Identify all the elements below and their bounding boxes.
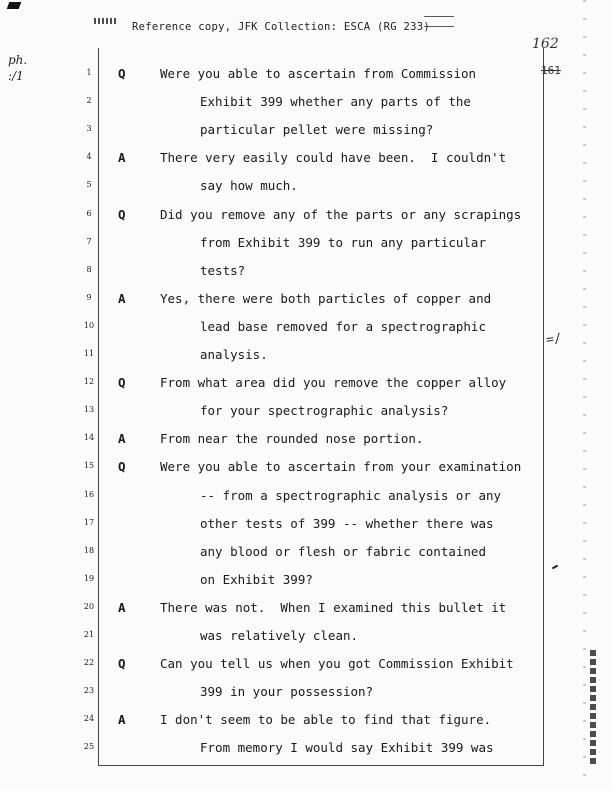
line-number: 15 xyxy=(83,461,95,471)
transcript-line xyxy=(0,235,612,261)
transcript-line xyxy=(0,403,612,429)
line-number: 4 xyxy=(86,152,92,162)
line-text: Yes, there were both particles of copper and xyxy=(160,290,492,306)
transcript-line xyxy=(0,291,612,317)
transcript-line xyxy=(0,488,612,514)
line-number: 20 xyxy=(83,601,95,611)
transcript-line xyxy=(0,122,612,148)
crossed-out-page-number: 161 xyxy=(541,64,561,77)
header-ink-mark xyxy=(94,18,116,24)
transcript-line xyxy=(0,150,612,176)
line-text: was relatively clean. xyxy=(200,628,359,643)
line-text: I don't seem to be able to find that figure. xyxy=(160,712,492,728)
transcript-line xyxy=(0,740,612,766)
transcript-line xyxy=(0,94,612,120)
line-text: tests? xyxy=(200,262,246,278)
line-text: for your spectrographic analysis? xyxy=(200,403,449,419)
transcript-line xyxy=(0,431,612,457)
margin-handwritten-note: ph. :/1 xyxy=(8,53,28,83)
line-number: 24 xyxy=(83,714,95,724)
transcript-line xyxy=(0,263,612,289)
transcript-line xyxy=(0,712,612,738)
line-text: analysis. xyxy=(200,347,268,362)
line-number: 17 xyxy=(83,517,95,527)
speaker-label: Q xyxy=(118,375,126,391)
transcript-line xyxy=(0,516,612,542)
line-text: say how much. xyxy=(200,178,298,194)
transcript-line xyxy=(0,66,612,92)
transcript-line xyxy=(0,572,612,598)
transcript-line xyxy=(0,628,612,654)
line-text: Can you tell us when you got Commission Exhibit xyxy=(160,656,514,672)
line-number: 9 xyxy=(86,292,92,302)
speaker-label: A xyxy=(118,431,126,447)
line-number: 22 xyxy=(83,658,95,668)
transcript-line xyxy=(0,375,612,401)
line-text: Exhibit 399 whether any parts of the xyxy=(200,94,471,110)
transcript-line xyxy=(0,544,612,570)
line-number: 13 xyxy=(83,405,95,415)
transcript-line xyxy=(0,319,612,345)
transcript-line xyxy=(0,459,612,485)
speaker-label: Q xyxy=(118,459,126,475)
line-text: Were you able to ascertain from your examination xyxy=(160,459,522,475)
speaker-label: Q xyxy=(118,66,126,81)
transcript-line xyxy=(0,178,612,204)
ink-blot xyxy=(7,2,22,9)
line-text: lead base removed for a spectrographic xyxy=(200,318,486,334)
transcript-line xyxy=(0,656,612,682)
line-text: on Exhibit 399? xyxy=(200,571,313,587)
line-number: 19 xyxy=(83,573,95,583)
line-text: There was not. When I examined this bullet it xyxy=(160,599,507,615)
line-number: 16 xyxy=(83,489,95,499)
line-number: 14 xyxy=(83,433,95,443)
speaker-label: A xyxy=(118,712,126,728)
speaker-label: A xyxy=(118,290,126,306)
line-text: From near the rounded nose portion. xyxy=(160,431,424,447)
line-number: 18 xyxy=(83,545,95,555)
speaker-label: A xyxy=(118,150,126,166)
line-text: particular pellet were missing? xyxy=(200,122,434,138)
line-number: 21 xyxy=(83,630,95,639)
line-number: 11 xyxy=(83,349,95,358)
transcript-line xyxy=(0,207,612,233)
line-number: 10 xyxy=(83,320,95,330)
line-text: other tests of 399 -- whether there was xyxy=(200,515,494,531)
line-text: -- from a spectrographic analysis or any xyxy=(200,487,502,503)
speaker-label: Q xyxy=(118,656,126,672)
line-number: 2 xyxy=(86,96,92,106)
line-number: 5 xyxy=(86,180,92,190)
transcript-line xyxy=(0,684,612,710)
line-number: 6 xyxy=(86,208,92,218)
line-number: 12 xyxy=(83,377,95,387)
header-strikeout-mark xyxy=(424,16,454,27)
line-number: 8 xyxy=(86,264,92,274)
line-text: 399 in your possession? xyxy=(200,684,374,700)
page-number: 162 xyxy=(532,36,559,52)
reference-header: Reference copy, JFK Collection: ESCA (RG 233) xyxy=(132,21,430,33)
transcript-line xyxy=(0,347,612,373)
line-text: Were you able to ascertain from Commission xyxy=(160,66,477,81)
line-number: 23 xyxy=(83,686,95,696)
line-text: from Exhibit 399 to run any particular xyxy=(200,234,486,250)
line-text: From memory I would say Exhibit 399 was xyxy=(200,740,494,756)
line-number: 25 xyxy=(83,742,95,752)
line-number: 3 xyxy=(86,124,92,134)
speaker-label: A xyxy=(118,599,126,615)
line-text: There very easily could have been. I couldn't xyxy=(160,150,507,166)
line-text: any blood or flesh or fabric contained xyxy=(200,543,486,559)
speaker-label: Q xyxy=(118,206,126,222)
line-number: 1 xyxy=(86,68,92,77)
line-text: From what area did you remove the copper alloy xyxy=(160,375,507,391)
line-text: Did you remove any of the parts or any scrapings xyxy=(160,206,522,222)
margin-tick-mark: =/ xyxy=(545,330,563,349)
line-number: 7 xyxy=(86,236,92,246)
transcript-line xyxy=(0,600,612,626)
